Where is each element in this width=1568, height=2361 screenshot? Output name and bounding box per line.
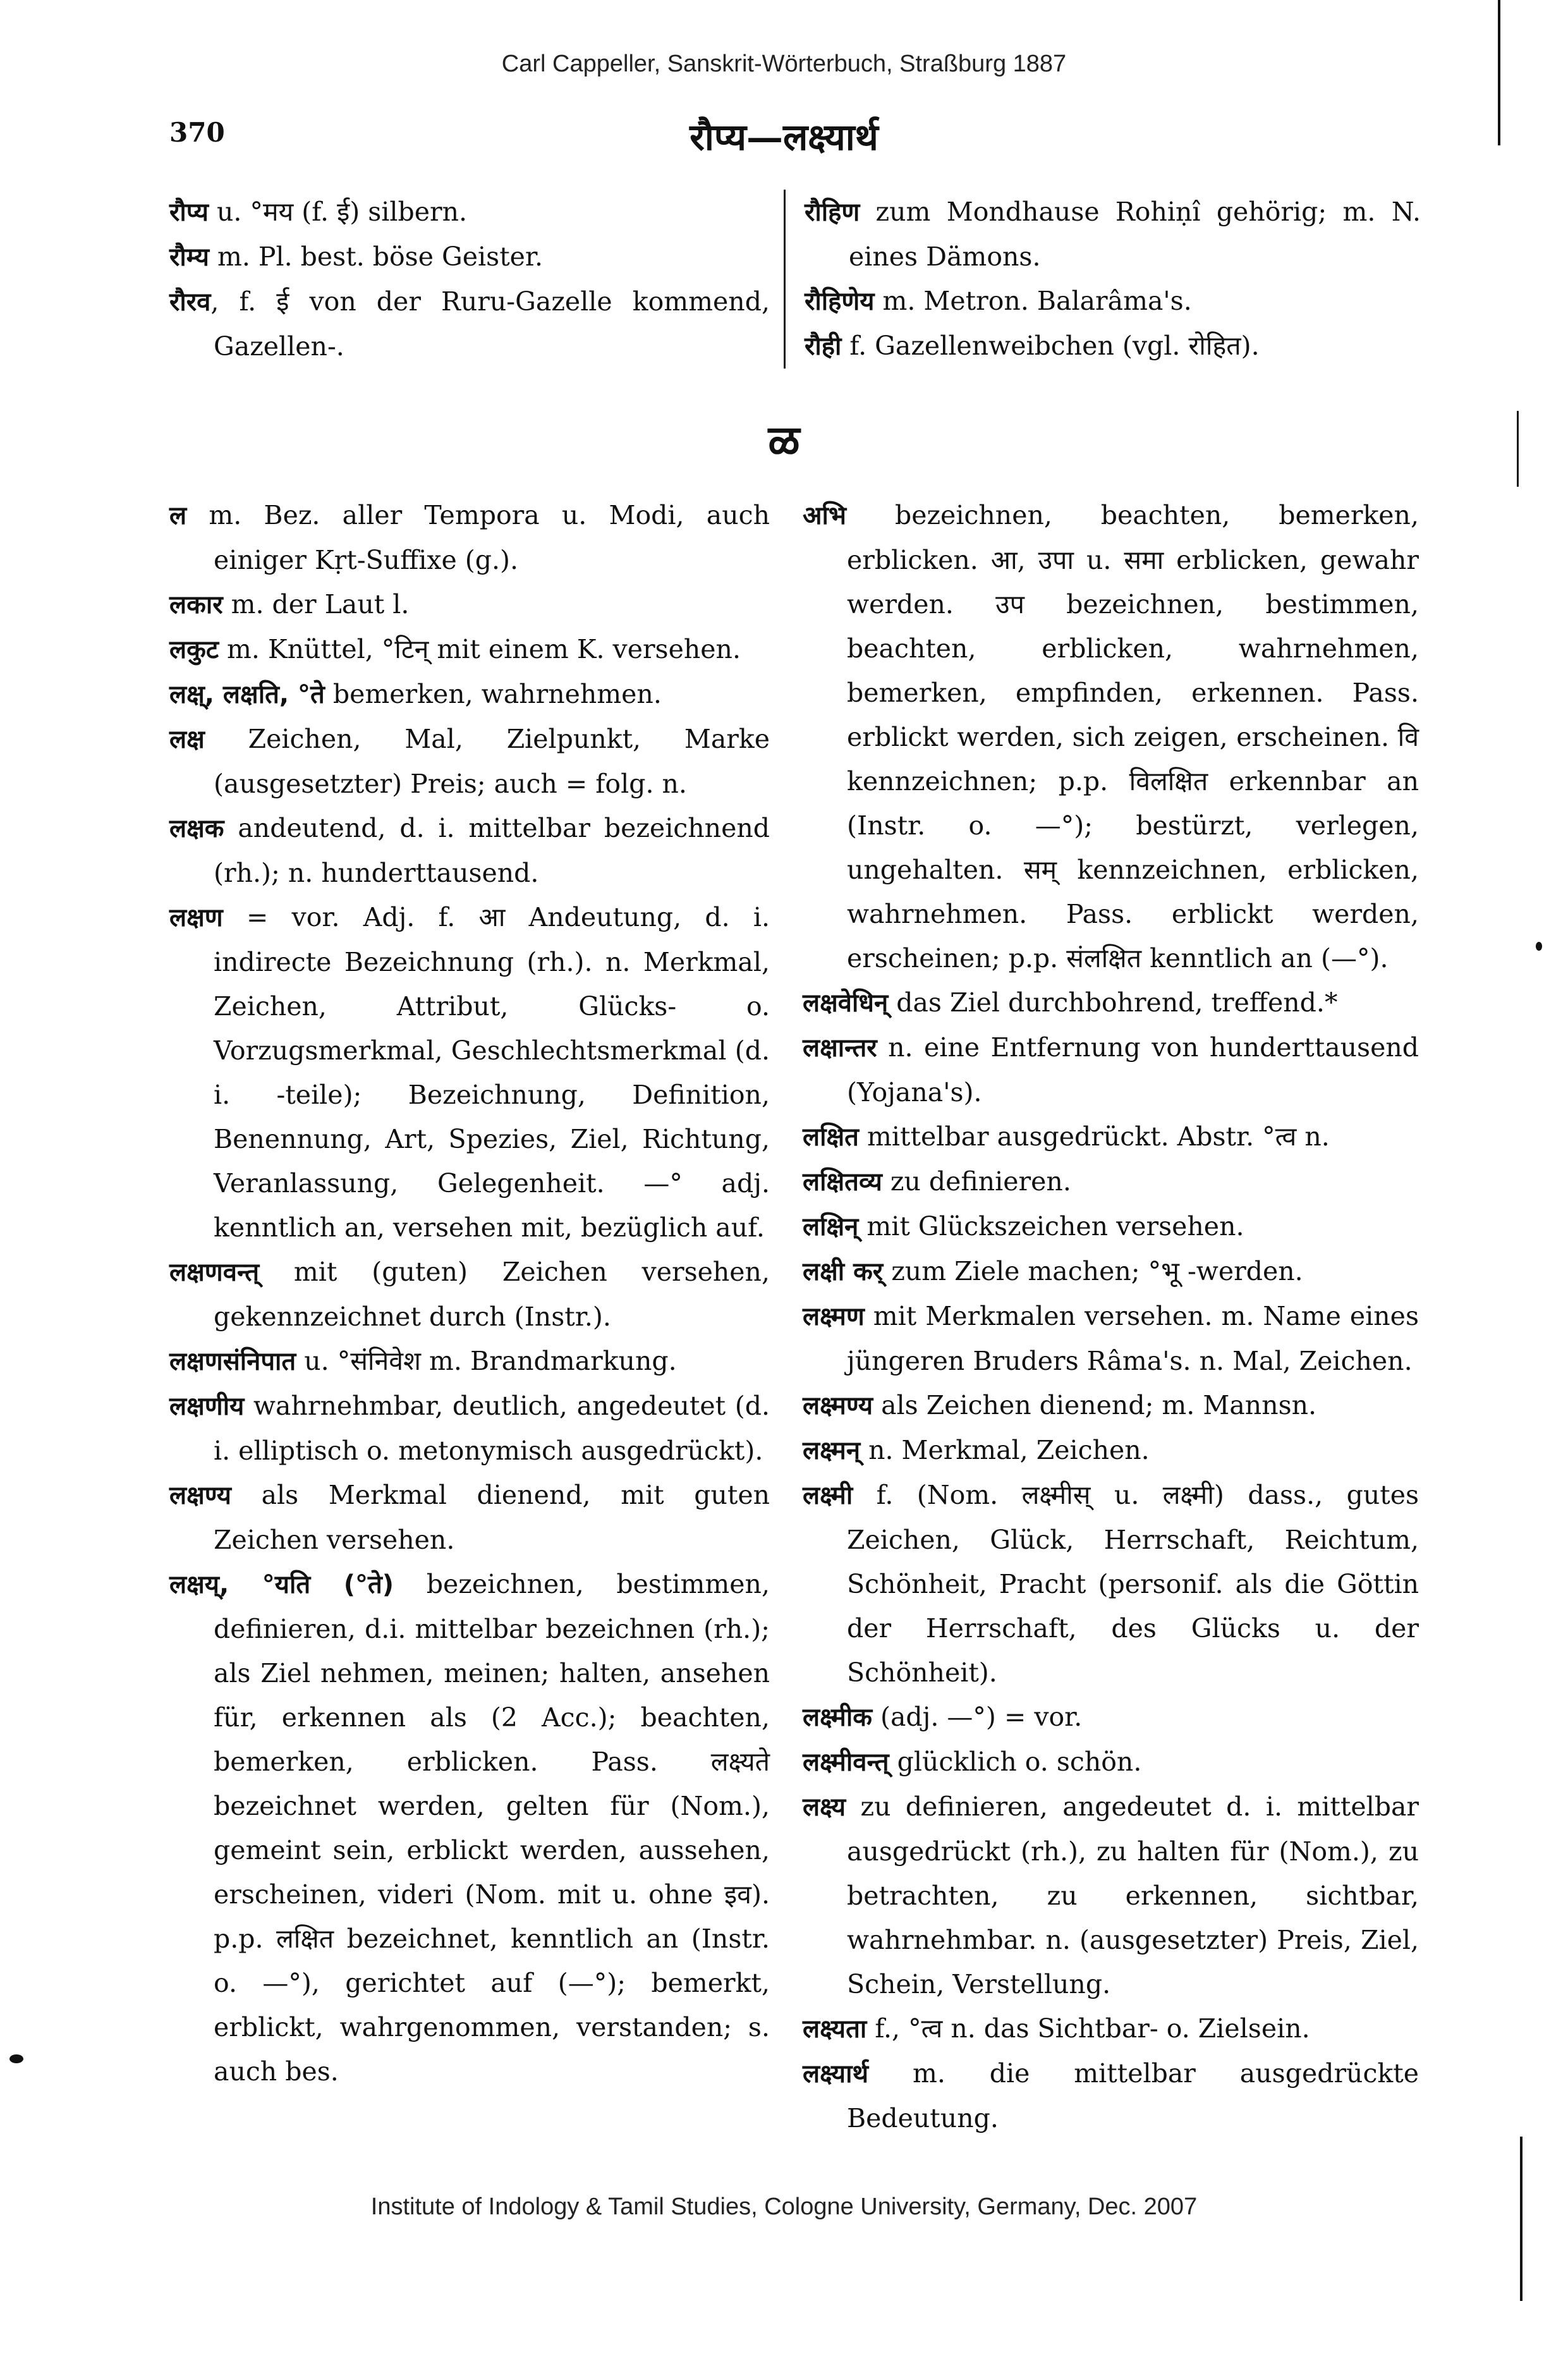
entry-text: f. Gazellenweibchen (vgl. रोहित). — [841, 331, 1260, 361]
dictionary-entry — [803, 1695, 1419, 1740]
dictionary-entry — [803, 493, 1419, 980]
entry-headword: लक्ष्यार्थ — [803, 2059, 869, 2089]
dictionary-entry — [803, 1473, 1419, 1695]
dictionary-entry — [803, 1383, 1419, 1428]
dictionary-entry — [803, 1740, 1419, 1784]
entry-text: , f. ई von der Ruru-Gazelle kommend, Gazellen-. — [210, 286, 770, 362]
scan-speck — [9, 2054, 23, 2063]
entry-text: mit Merkmalen versehen. m. Name eines jüngeren Bruders Râma's. n. Mal, Zeichen. — [847, 1301, 1419, 1376]
dictionary-entry — [803, 1294, 1419, 1383]
entry-text: u. °संनिवेश m. Brandmarkung. — [296, 1346, 677, 1376]
entry-headword: रौम्य — [169, 243, 209, 272]
entry-text: bemerken, wahrnehmen. — [324, 679, 662, 709]
dictionary-entry — [805, 190, 1421, 279]
entry-text: als Merkmal dienend, mit guten Zeichen versehen. — [214, 1480, 770, 1555]
dictionary-entry — [803, 2051, 1419, 2140]
entry-headword: लक्षणवन्त् — [169, 1258, 260, 1287]
entry-headword: लक्ष्, लक्षति, °ते — [169, 680, 325, 709]
running-head: रौप्य—लक्ष्यार्थ — [690, 116, 878, 159]
dictionary-entry — [805, 324, 1421, 369]
entry-text: (adj. —°) = vor. — [872, 1702, 1083, 1732]
dictionary-entry — [169, 279, 770, 369]
entry-headword: ल — [169, 501, 187, 530]
scan-edge-line — [1517, 411, 1519, 487]
dictionary-entry — [169, 1250, 770, 1339]
entry-text: zu definieren, angedeutet d. i. mittelbar ausgedrückt (rh.), zu halten für (Nom.), zu betrachten, zu erkennen, sichtbar, wahrnehmbar. n. (ausgesetzter) Preis, Ziel, Schein, Verstellung. — [846, 1791, 1419, 1999]
dictionary-entry — [803, 980, 1419, 1025]
entry-text: andeutend, d. i. mittelbar bezeichnend (rh.); n. hunderttausend. — [214, 813, 770, 888]
entry-headword: लक्षवेधिन् — [803, 989, 889, 1018]
dictionary-entry — [169, 493, 770, 582]
dictionary-entry — [803, 1784, 1419, 2006]
scan-edge-line — [1520, 2137, 1522, 2301]
top-right-column — [784, 190, 1421, 369]
entry-text: Zeichen, Mal, Zielpunkt, Marke (ausgesetzter) Preis; auch = folg. n. — [204, 724, 770, 799]
page-number: 370 — [169, 117, 225, 148]
entry-headword: लक्षी कर् — [803, 1257, 884, 1286]
entry-text: m. Pl. best. böse Geister. — [209, 241, 544, 272]
dictionary-entry — [803, 1204, 1419, 1249]
entry-headword: लक्ष्मीक — [803, 1703, 872, 1732]
entry-headword: रौहिणेय — [805, 287, 875, 316]
scan-speck — [1536, 942, 1542, 951]
entry-text: das Ziel durchbohrend, treffend.* — [888, 987, 1338, 1018]
entry-text: bezeichnen, bestimmen, definieren, d.i. mittelbar bezeichnen (rh.); als Ziel nehmen, meinen; halten, ansehen für, erkennen als (2 Acc.); beachten, bemerken, erblicken. Pass. लक्ष्यते bezeichnet werden, gelten für (Nom.), gemeint sein, erblickt werden, aussehen, erscheinen, videri (Nom. mit u. ohne इव). p.p. लक्षित bezeichnet, kenntlich an (Instr. o. —°), gerichtet auf (—°); bemerkt, erblickt, wahrgenommen, verstanden; s. auch bes. — [214, 1569, 770, 2087]
entry-headword: लक्षक — [169, 814, 224, 843]
footer-credit: Institute of Indology & Tamil Studies, Cologne University, Germany, Dec. 2007 — [370, 2193, 1198, 2220]
dictionary-entry — [169, 627, 770, 672]
entry-headword: लक्ष — [169, 725, 205, 754]
entry-text: m. der Laut l. — [222, 589, 410, 619]
entry-headword: लक्ष्मण्य — [803, 1391, 873, 1420]
entry-headword: लक्ष्मी — [803, 1481, 853, 1510]
dictionary-entry — [805, 279, 1421, 324]
entry-text: glücklich o. schön. — [889, 1747, 1142, 1777]
main-left-column — [169, 493, 770, 2094]
dictionary-entry — [169, 190, 770, 235]
entry-text: zum Mondhause Rohiṇî gehörig; m. N. eines Dämons. — [849, 197, 1421, 272]
entry-headword: लक्षण्य — [169, 1481, 231, 1510]
entry-headword: लकार — [169, 590, 223, 619]
entry-headword: लक्षण — [169, 903, 223, 932]
dictionary-entry — [803, 2006, 1419, 2051]
entry-text: m. die mittelbar ausgedrückte Bedeutung. — [847, 2058, 1419, 2133]
entry-headword: रौही — [805, 332, 842, 361]
section-letter: ळ — [768, 416, 800, 465]
dictionary-entry — [169, 806, 770, 895]
entry-text: mit (guten) Zeichen versehen, gekennzeichnet durch (Instr.). — [214, 1257, 770, 1332]
entry-headword: लक्षणसंनिपात — [169, 1347, 296, 1376]
entry-headword: लकुट — [169, 635, 219, 664]
entry-headword: लक्षितव्य — [803, 1168, 882, 1197]
entry-headword: लक्षय्, °यति (°ते) — [169, 1570, 394, 1599]
entry-headword: रौप्य — [169, 198, 209, 227]
dictionary-entry — [169, 1384, 770, 1473]
entry-headword: लक्ष्यता — [803, 2015, 867, 2044]
main-right-column — [784, 493, 1419, 2140]
entry-text: mit Glückszeichen versehen. — [858, 1211, 1244, 1242]
entry-text: m. Metron. Balarâma's. — [874, 286, 1192, 316]
dictionary-entry — [169, 895, 770, 1250]
entry-text: zu definieren. — [882, 1166, 1071, 1197]
entry-text: als Zeichen dienend; m. Mannsn. — [873, 1390, 1317, 1420]
entry-headword: अभि — [803, 501, 847, 530]
source-citation: Carl Cappeller, Sanskrit-Wörterbuch, Straßburg 1887 — [501, 51, 1067, 77]
entry-headword: लक्षणीय — [169, 1392, 245, 1421]
entry-text: n. Merkmal, Zeichen. — [860, 1435, 1150, 1465]
dictionary-entry — [803, 1159, 1419, 1204]
entry-text: mittelbar ausgedrückt. Abstr. °त्व n. — [858, 1121, 1330, 1152]
entry-headword: लक्षान्तर — [803, 1034, 877, 1063]
entry-headword: लक्ष्मण — [803, 1302, 865, 1331]
entry-text: wahrnehmbar, deutlich, angedeutet (d. i. elliptisch o. metonymisch ausgedrückt). — [214, 1391, 770, 1466]
entry-headword: लक्ष्मन् — [803, 1436, 861, 1465]
entry-text: u. °मय (f. ई) silbern. — [208, 197, 468, 227]
entry-headword: रौहिण — [805, 198, 860, 227]
dictionary-entry — [169, 672, 770, 717]
dictionary-entry — [803, 1114, 1419, 1159]
dictionary-entry — [803, 1025, 1419, 1114]
entry-headword: लक्षित — [803, 1123, 859, 1152]
entry-headword: लक्षिन् — [803, 1212, 859, 1242]
top-left-column — [169, 190, 770, 369]
entry-headword: लक्ष्मीवन्त् — [803, 1748, 889, 1777]
entry-headword: रौरव — [169, 288, 211, 317]
dictionary-entry — [169, 582, 770, 627]
dictionary-entry — [169, 717, 770, 806]
dictionary-entry — [169, 1473, 770, 1562]
dictionary-entry — [803, 1428, 1419, 1473]
dictionary-entry — [169, 1339, 770, 1384]
entry-text: = vor. Adj. f. आ Andeutung, d. i. indirecte Bezeichnung (rh.). n. Merkmal, Zeichen, Attribut, Glücks- o. Vorzugsmerkmal, Geschlechtsmerkmal (d. i. -teile); Bezeichnung, Definition, Benennung, Art, Spezies, Ziel, Richtung, Veranlassung, Gelegenheit. —° adj. kenntlich an, versehen mit, bezüglich auf. — [214, 902, 770, 1243]
entry-headword: लक्ष्य — [803, 1793, 846, 1822]
dictionary-entry — [169, 235, 770, 279]
entry-text: m. Bez. aller Tempora u. Modi, auch einiger Kṛt-Suffixe (g.). — [186, 500, 770, 575]
entry-text: n. eine Entfernung von hunderttausend (Yojana's). — [847, 1032, 1419, 1107]
entry-text: zum Ziele machen; °भू -werden. — [883, 1256, 1303, 1286]
dictionary-entry — [169, 1562, 770, 2094]
dictionary-entry — [803, 1249, 1419, 1294]
entry-text: f., °त्व n. das Sichtbar- o. Zielsein. — [866, 2013, 1310, 2044]
scan-edge-line — [1498, 0, 1500, 145]
entry-text: bezeichnen, beachten, bemerken, erblicken. आ, उपा u. समा erblicken, gewahr werden. उप bezeichnen, bestimmen, beachten, erblicken, wahrnehmen, bemerken, empfinden, erkennen. Pass. erblickt werden, sich zeigen, erscheinen. वि kennzeichnen; p.p. विलक्षित erkennbar an (Instr. o. —°); bestürzt, verlegen, ungehalten. सम् kennzeichnen, erblicken, wahrnehmen. Pass. erblickt werden, erscheinen; p.p. संलक्षित kenntlich an (—°). — [846, 500, 1419, 973]
entry-text: m. Knüttel, °टिन् mit einem K. versehen. — [219, 634, 741, 664]
entry-text: f. (Nom. लक्ष्मीस् u. लक्ष्मी) dass., gutes Zeichen, Glück, Herrschaft, Reichtum, Schönheit, Pracht (personif. als die Göttin der Herrschaft, des Glücks u. der Schönheit). — [847, 1480, 1419, 1688]
